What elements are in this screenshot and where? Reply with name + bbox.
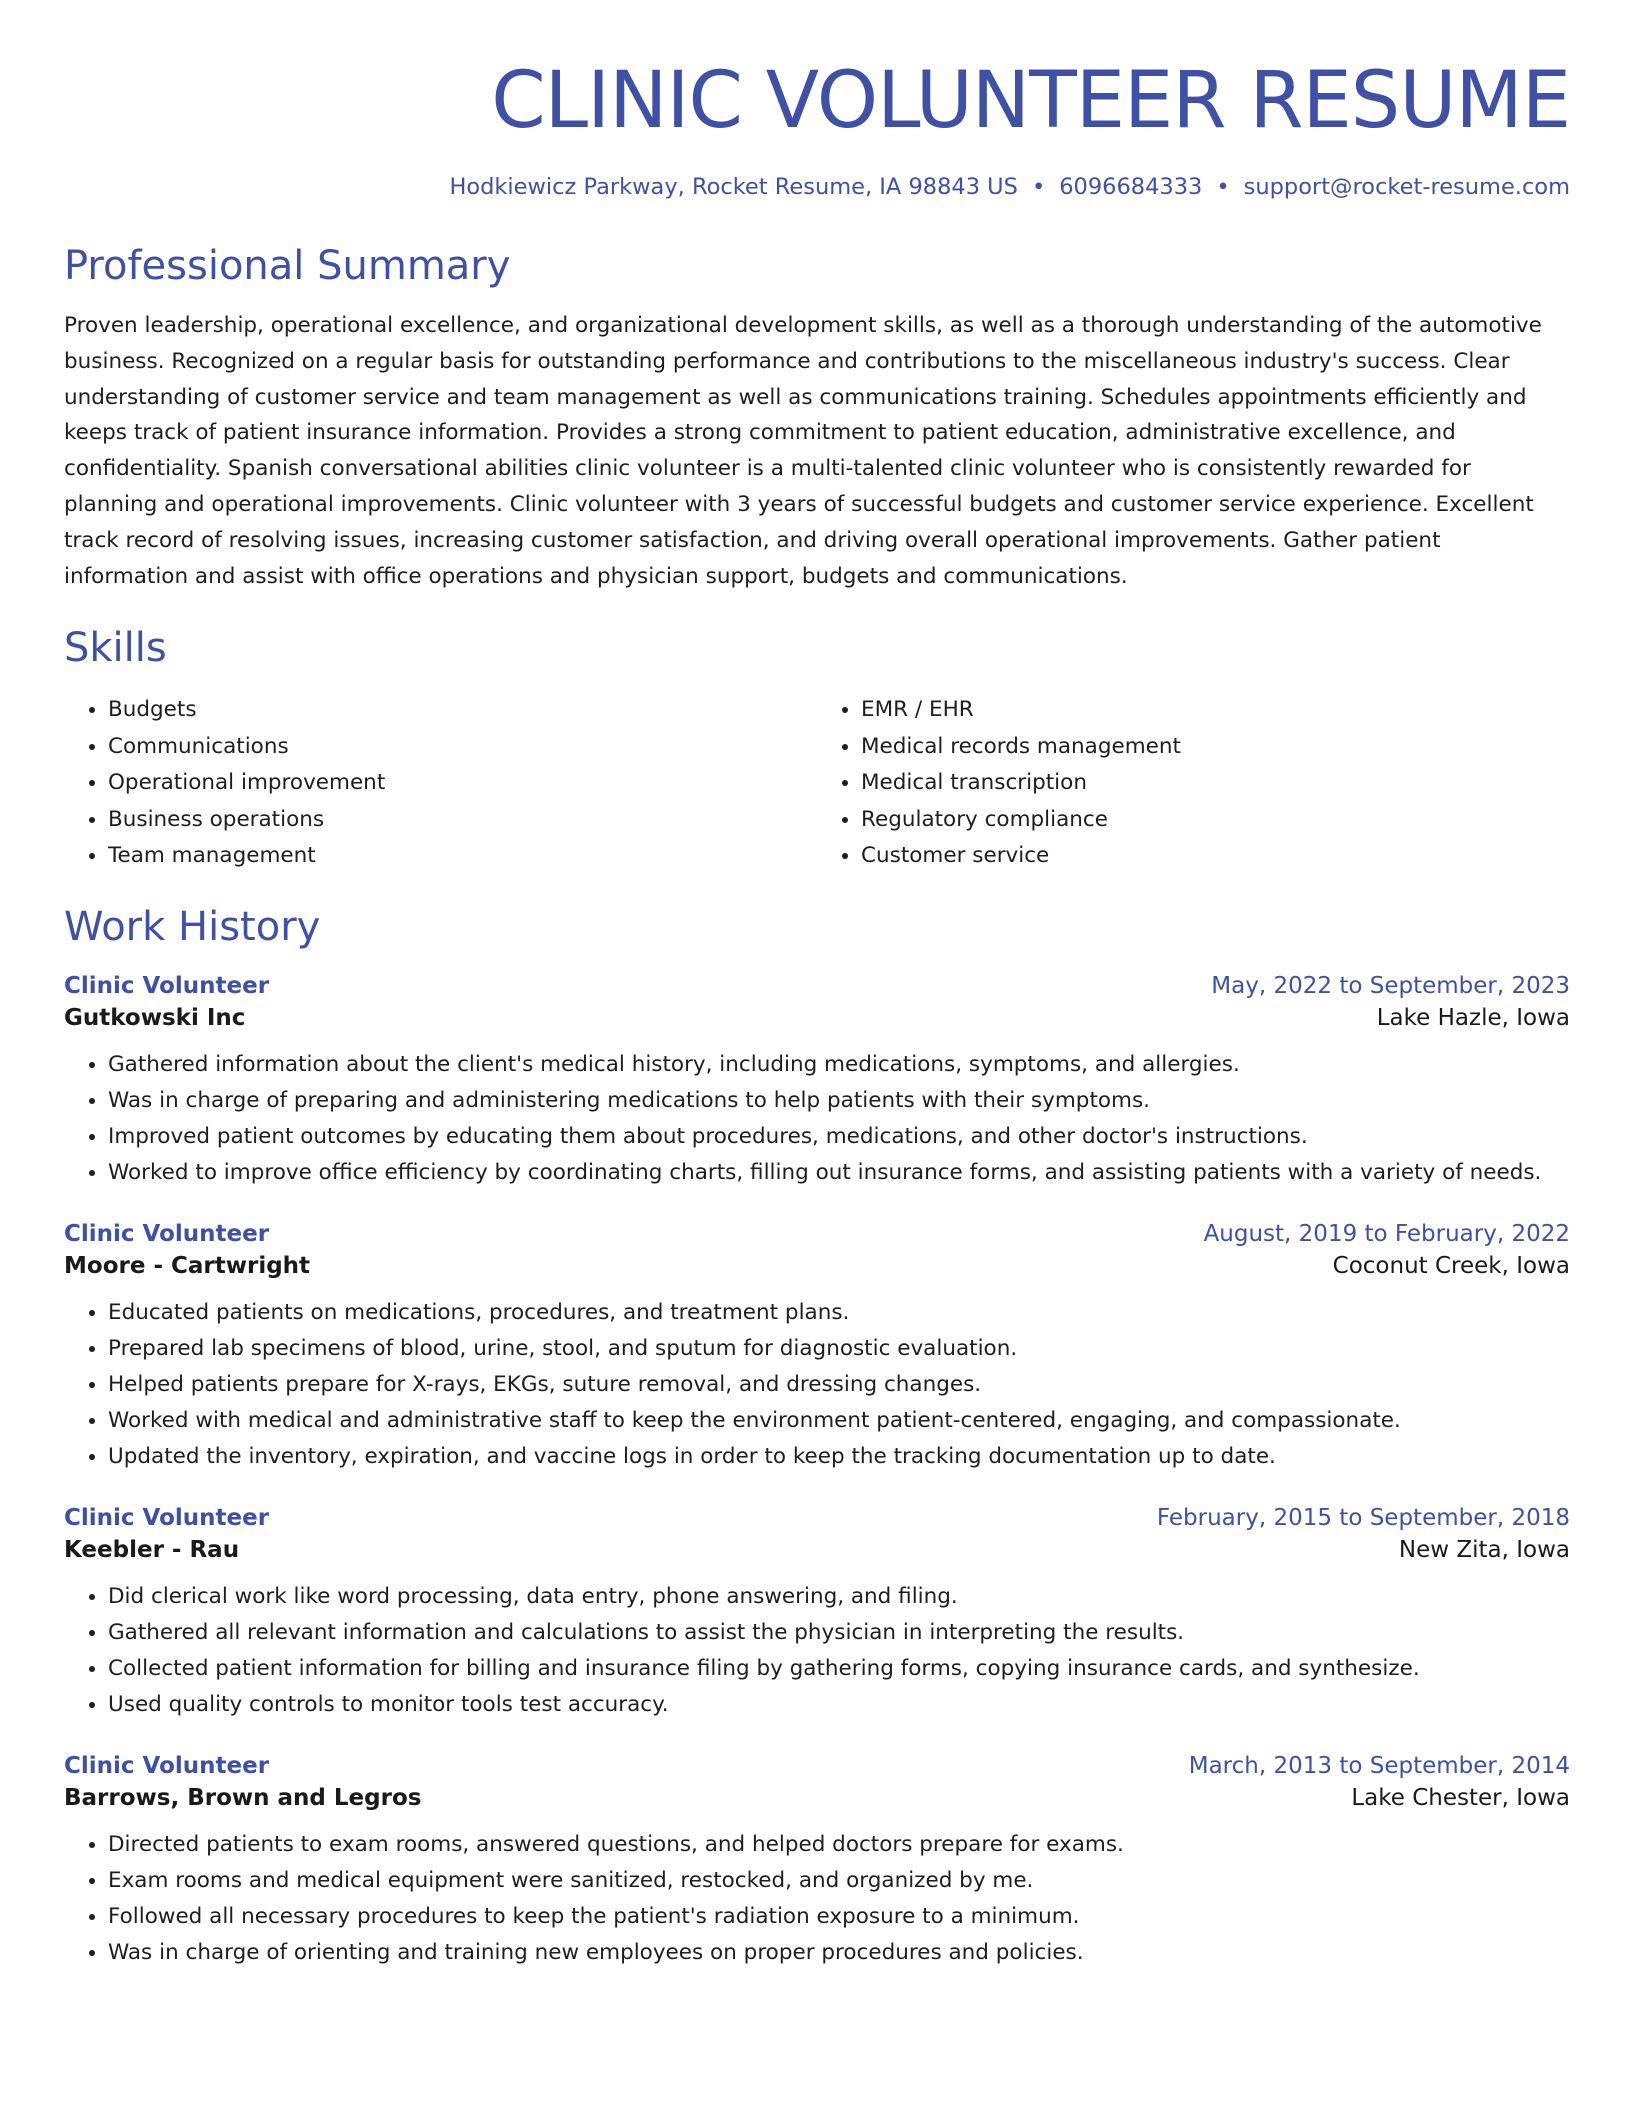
job-bullet: • Exam rooms and medical equipment were sanitized, restocked, and organized by me. xyxy=(108,1863,1570,1899)
job-bullet: • Helped patients prepare for X-rays, EKGs, suture removal, and dressing changes. xyxy=(108,1367,1570,1403)
job-bullet: • Was in charge of preparing and administering medications to help patients with their symptoms. xyxy=(108,1083,1570,1119)
job-header-row xyxy=(64,1753,1570,1779)
job-role: Clinic Volunteer xyxy=(64,1220,270,1247)
job-bullets xyxy=(64,1047,1570,1191)
resume-header xyxy=(64,56,1570,200)
summary-heading: Professional Summary xyxy=(64,243,511,289)
job-bullet: • Updated the inventory, expiration, and vaccine logs in order to keep the tracking documentation up to date. xyxy=(108,1439,1570,1475)
job-location: Lake Hazle, Iowa xyxy=(1376,1004,1570,1031)
job-company: Moore - Cartwright xyxy=(64,1252,311,1279)
skills-section xyxy=(64,624,1570,875)
job-dates: February, 2015 to September, 2018 xyxy=(1156,1504,1570,1531)
skill-item: • Business operations xyxy=(108,802,817,839)
job-entry xyxy=(64,973,1570,1191)
skills-list-left xyxy=(64,692,817,875)
job-bullet: • Collected patient information for billing and insurance filing by gathering forms, copying insurance cards, and synthesize. xyxy=(108,1651,1570,1687)
job-role: Clinic Volunteer xyxy=(64,1752,270,1779)
skill-item: • Customer service xyxy=(861,838,1570,875)
job-bullets xyxy=(64,1579,1570,1723)
skill-item: • Communications xyxy=(108,729,817,766)
skill-item: • Regulatory compliance xyxy=(861,802,1570,839)
skill-item: • EMR / EHR xyxy=(861,692,1570,729)
job-bullet: • Gathered all relevant information and calculations to assist the physician in interpreting the results. xyxy=(108,1615,1570,1651)
contact-separator: • xyxy=(1216,174,1230,200)
job-bullet: • Was in charge of orienting and training new employees on proper procedures and policies. xyxy=(108,1935,1570,1971)
job-bullet: • Worked with medical and administrative staff to keep the environment patient-centered, engaging, and compassionate. xyxy=(108,1403,1570,1439)
job-dates: May, 2022 to September, 2023 xyxy=(1211,972,1570,999)
contact-email: support@rocket-resume.com xyxy=(1243,174,1570,200)
job-location: Coconut Creek, Iowa xyxy=(1332,1252,1570,1279)
job-bullets xyxy=(64,1827,1570,1971)
job-company-row xyxy=(64,1253,1570,1279)
job-location: New Zita, Iowa xyxy=(1398,1536,1570,1563)
job-header-row xyxy=(64,973,1570,999)
skill-item: • Operational improvement xyxy=(108,765,817,802)
contact-separator: • xyxy=(1031,174,1046,200)
skills-columns xyxy=(64,692,1570,875)
job-bullet: • Prepared lab specimens of blood, urine, stool, and sputum for diagnostic evaluation. xyxy=(108,1331,1570,1367)
contact-line xyxy=(64,174,1570,200)
job-dates: August, 2019 to February, 2022 xyxy=(1203,1220,1570,1247)
job-header-row xyxy=(64,1221,1570,1247)
job-role: Clinic Volunteer xyxy=(64,972,270,999)
job-location: Lake Chester, Iowa xyxy=(1351,1784,1570,1811)
job-bullets xyxy=(64,1295,1570,1475)
job-bullet: • Improved patient outcomes by educating them about procedures, medications, and other doctor's instructions. xyxy=(108,1119,1570,1155)
skill-item: • Budgets xyxy=(108,692,817,729)
skills-list-right xyxy=(817,692,1570,875)
skills-heading: Skills xyxy=(64,625,167,672)
resume-title: CLINIC VOLUNTEER RESUME xyxy=(491,56,1570,146)
job-role: Clinic Volunteer xyxy=(64,1504,270,1531)
job-bullet: • Gathered information about the client's medical history, including medications, symptoms, and allergies. xyxy=(108,1047,1570,1083)
skill-item: • Team management xyxy=(108,838,817,875)
job-bullet: • Worked to improve office efficiency by coordinating charts, filling out insurance forms, and assisting patients with a variety of needs. xyxy=(108,1155,1570,1191)
job-company: Keebler - Rau xyxy=(64,1536,240,1563)
job-entry xyxy=(64,1753,1570,1971)
contact-phone: 6096684333 xyxy=(1059,174,1203,200)
work-history-section xyxy=(64,903,1570,1971)
job-company: Barrows, Brown and Legros xyxy=(64,1784,422,1811)
contact-address: Hodkiewicz Parkway, Rocket Resume, IA 98843 US xyxy=(449,174,1018,200)
job-bullet: • Did clerical work like word processing, data entry, phone answering, and filing. xyxy=(108,1579,1570,1615)
summary-section xyxy=(64,242,1570,594)
job-entry xyxy=(64,1505,1570,1723)
job-company-row xyxy=(64,1005,1570,1031)
job-header-row xyxy=(64,1505,1570,1531)
skill-item: • Medical transcription xyxy=(861,765,1570,802)
job-bullet: • Directed patients to exam rooms, answered questions, and helped doctors prepare for exams. xyxy=(108,1827,1570,1863)
job-company: Gutkowski Inc xyxy=(64,1004,246,1031)
summary-text: Proven leadership, operational excellence, and organizational development skills, as well as a thorough understanding of the automotive business. Recognized on a regular basis for outstanding performance and contributions to the miscellaneous industry's success. Clear understanding of customer service and team management as well as communications training. Schedules appointments efficiently and keeps track of patient insurance information. Provides a strong commitment to patient education, administrative excellence, and confidentiality. Spanish conversational abilities clinic volunteer is a multi-talented clinic volunteer who is consistently rewarded for planning and operational improvements. Clinic volunteer with 3 years of successful budgets and customer service experience. Excellent track record of resolving issues, increasing customer satisfaction, and driving overall operational improvements. Gather patient information and assist with office operations and physician support, budgets and communications. xyxy=(64,313,1542,589)
job-bullet: • Educated patients on medications, procedures, and treatment plans. xyxy=(108,1295,1570,1331)
job-company-row xyxy=(64,1537,1570,1563)
work-history-heading: Work History xyxy=(64,903,321,950)
job-bullet: • Used quality controls to monitor tools test accuracy. xyxy=(108,1687,1570,1723)
job-entry xyxy=(64,1221,1570,1475)
skill-item: • Medical records management xyxy=(861,729,1570,766)
job-dates: March, 2013 to September, 2014 xyxy=(1188,1752,1570,1779)
job-bullet: • Followed all necessary procedures to keep the patient's radiation exposure to a minimum. xyxy=(108,1899,1570,1935)
job-company-row xyxy=(64,1785,1570,1811)
